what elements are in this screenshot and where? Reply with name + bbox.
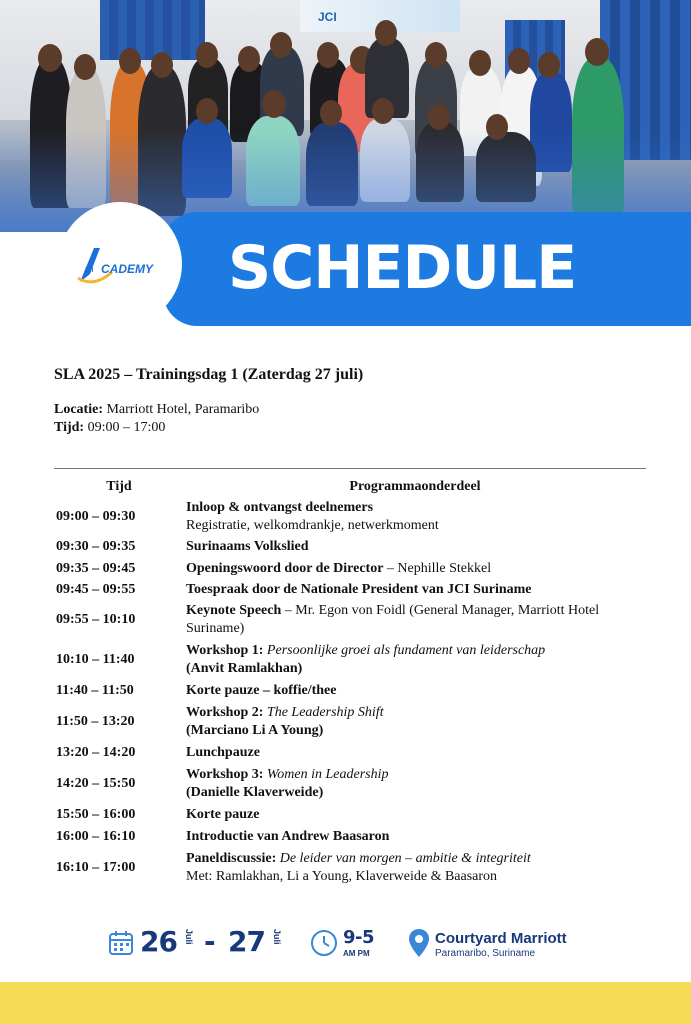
banner-title: SCHEDULE xyxy=(228,233,577,303)
row-title: Korte pauze – koffie/thee xyxy=(186,683,337,698)
row-time: 09:45 – 09:55 xyxy=(56,581,136,597)
row-title: Lunchpauze xyxy=(186,745,260,760)
event-info-bar xyxy=(0,925,691,965)
location-line xyxy=(54,402,259,418)
venue-city: Paramaribo, Suriname xyxy=(435,948,536,959)
table-row xyxy=(54,680,646,702)
row-desc: – Nephille Stekkel xyxy=(383,560,492,576)
row-speaker: (Danielle Klaverweide) xyxy=(186,785,324,800)
table-row xyxy=(54,702,646,742)
row-title: Workshop 2: xyxy=(186,705,264,720)
row-italic: The Leadership Shift xyxy=(263,705,384,720)
table-row xyxy=(54,536,646,558)
table-row xyxy=(54,742,646,764)
table-row xyxy=(54,764,646,804)
venue-name: Courtyard Marriott xyxy=(435,930,567,947)
table-row xyxy=(54,600,646,640)
row-italic: De leider van morgen – ambitie & integriteit xyxy=(276,851,531,866)
row-time: 16:10 – 17:00 xyxy=(56,860,136,875)
row-desc: Met: Ramlakhan, Li a Young, Klaverweide & Baasaron xyxy=(186,869,498,884)
schedule-table xyxy=(54,476,646,888)
divider xyxy=(54,468,646,469)
start-day: 26 xyxy=(140,925,177,958)
row-time: 09:35 – 09:45 xyxy=(56,560,136,576)
time-line xyxy=(54,420,165,436)
row-title: Openingswoord door de Director xyxy=(186,560,384,576)
row-time: 09:30 – 09:35 xyxy=(56,539,136,554)
header-time: Tijd xyxy=(106,479,132,494)
table-row xyxy=(54,848,646,888)
row-time: 16:00 – 16:10 xyxy=(56,829,136,844)
row-italic: Women in Leadership xyxy=(263,767,389,782)
academy-logo-text: CADEMY xyxy=(101,262,154,276)
table-row xyxy=(54,826,646,848)
row-title: Toespraak door de Nationale President van JCI Suriname xyxy=(186,581,532,597)
calendar-icon xyxy=(108,930,134,956)
table-row xyxy=(54,558,646,579)
event-ampm: AM PM xyxy=(343,949,370,958)
table-row xyxy=(54,498,646,536)
row-time: 10:10 – 11:40 xyxy=(56,652,135,667)
document-title: SLA 2025 – Trainingsdag 1 (Zaterdag 27 juli) xyxy=(54,366,364,383)
time-value: 09:00 – 17:00 xyxy=(87,420,166,435)
screen-logo-text: JCI xyxy=(318,10,337,24)
row-title: Korte pauze xyxy=(186,807,260,822)
row-speaker: (Anvit Ramlakhan) xyxy=(186,661,303,676)
table-row xyxy=(54,640,646,680)
row-time: 09:00 – 09:30 xyxy=(56,509,136,524)
location-pin-icon xyxy=(408,928,430,958)
end-day: 27 xyxy=(228,925,265,958)
bottom-accent-bar xyxy=(0,982,691,1024)
header-program: Programmaonderdeel xyxy=(349,479,481,494)
table-row xyxy=(54,804,646,826)
row-desc: Registratie, welkomdrankje, netwerkmoment xyxy=(186,518,439,533)
row-time: 11:40 – 11:50 xyxy=(56,683,134,698)
date-dash: - xyxy=(204,925,216,958)
row-time: 14:20 – 15:50 xyxy=(56,776,136,791)
row-time: 11:50 – 13:20 xyxy=(56,714,135,729)
row-time: 15:50 – 16:00 xyxy=(56,807,136,822)
schedule-header xyxy=(54,476,646,498)
row-time: 13:20 – 14:20 xyxy=(56,745,136,760)
row-time: 09:55 – 10:10 xyxy=(56,612,136,627)
row-title: Workshop 1: xyxy=(186,643,264,658)
table-row xyxy=(54,579,646,600)
location-label: Locatie: xyxy=(54,402,103,417)
time-label: Tijd: xyxy=(54,420,85,435)
end-month: Juli xyxy=(272,929,282,945)
event-hours: 9-5 xyxy=(343,927,375,948)
row-title: Surinaams Volkslied xyxy=(186,539,309,554)
row-title: Paneldiscussie: xyxy=(186,851,277,866)
start-month: Juli xyxy=(184,929,194,945)
row-title: Keynote Speech xyxy=(186,603,282,618)
row-title: Inloop & ontvangst deelnemers xyxy=(186,500,374,515)
location-value: Marriott Hotel, Paramaribo xyxy=(106,402,260,417)
clock-icon xyxy=(310,929,338,957)
row-italic: Persoonlijke groei als fundament van leiderschap xyxy=(263,643,546,658)
academy-logo-sub: JCI xyxy=(84,268,94,274)
row-speaker: (Marciano Li A Young) xyxy=(186,723,324,738)
group-photo xyxy=(0,0,691,232)
row-desc: – Mr. Egon von Foidl (General Manager, Marriott Hotel Suriname) xyxy=(186,603,600,636)
row-title: Introductie van Andrew Baasaron xyxy=(186,829,390,844)
row-title: Workshop 3: xyxy=(186,767,264,782)
